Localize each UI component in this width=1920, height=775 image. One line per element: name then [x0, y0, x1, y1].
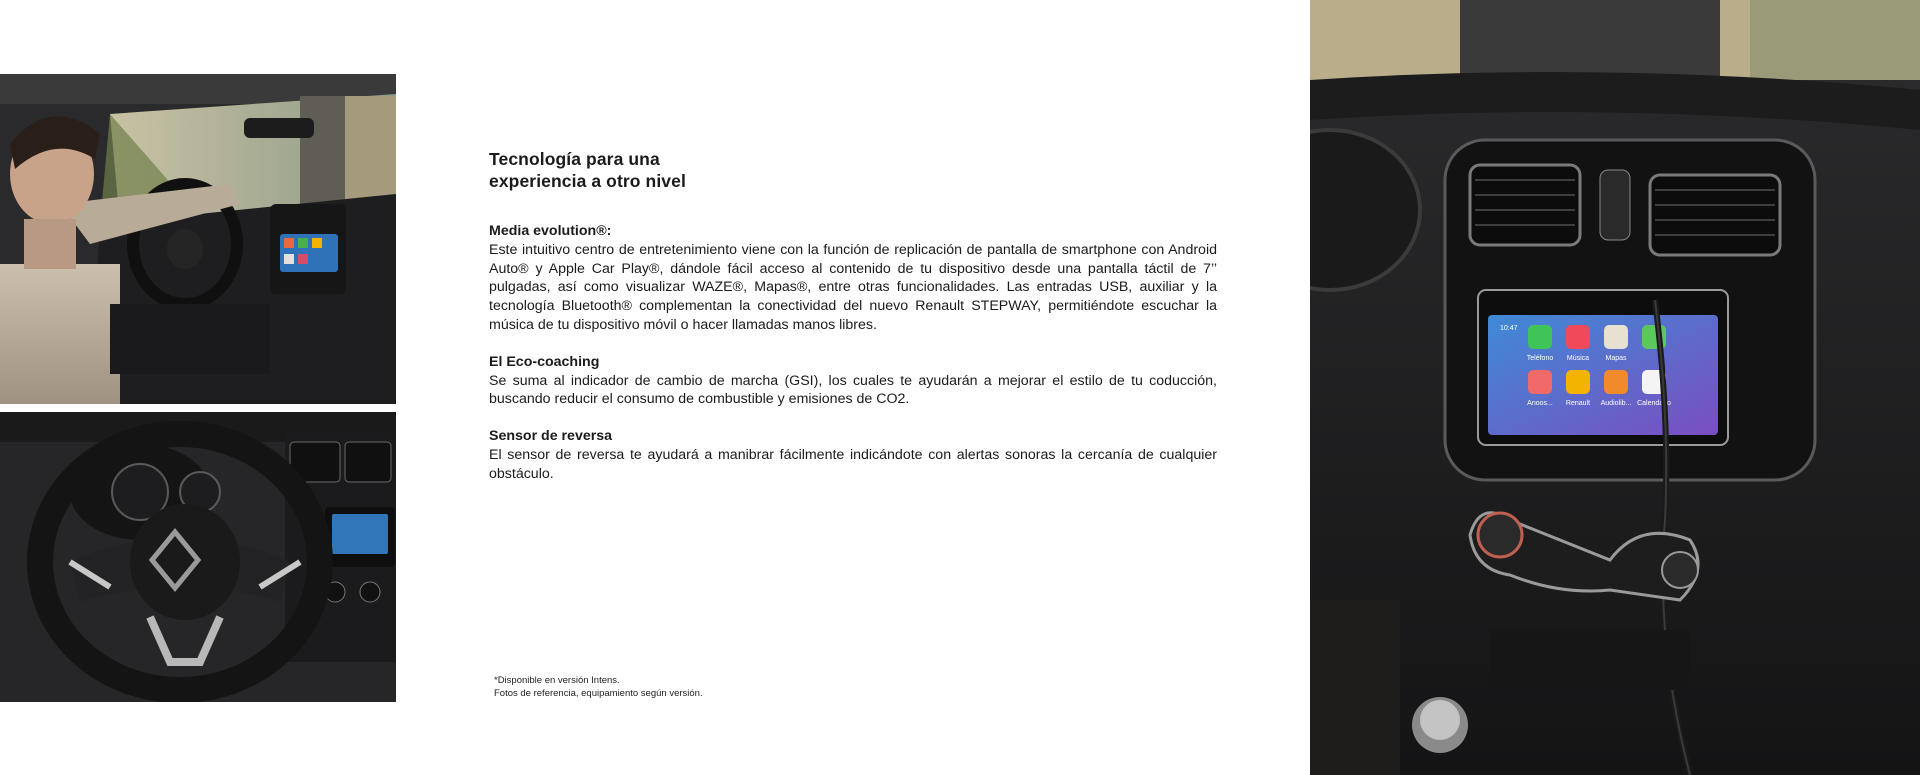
title-line-1: Tecnología para una — [489, 149, 660, 169]
article — [489, 148, 1217, 484]
footnote-availability: *Disponible en versión Intens. — [494, 675, 620, 686]
screen-app-label: Música — [1566, 355, 1590, 362]
footnote-reference: Fotos de referencia, equipamiento según versión. — [494, 688, 703, 699]
photo-steering-wheel — [0, 412, 396, 702]
page-title — [489, 148, 1217, 192]
photo-driver-interior — [0, 74, 396, 404]
footnote — [494, 674, 703, 700]
title-line-2: experiencia a otro nivel — [489, 171, 686, 191]
screen-app-label: Anoos... — [1527, 400, 1553, 407]
section-title: Sensor de reversa — [489, 428, 613, 445]
screen-time: 10:47 — [1500, 325, 1518, 332]
section-body: Se suma al indicador de cambio de marcha (GSI), los cuales te ayudarán a mejorar el estilo de tu coducción, buscando reducir el consumo de combustible y emisiones de CO2. — [489, 372, 1217, 408]
screen-app-label: Audiolib... — [1600, 400, 1632, 407]
section-reverse-sensor — [489, 427, 1217, 483]
section-body: Este intuitivo centro de entretenimiento viene con la función de replicación de pantalla de smartphone con Android Auto® y Apple Car Play®, dándole fácil acceso al contenido de tu dispositivo desde una pantalla táctil de 7’’ pulgadas, así como visualizar WAZE®, Mapas®, entre otras funcionalidades. Las entradas USB, auxiliar y la tecnología Bluetooth® complementan la conectividad del nuevo Renault STEPWAY, permitiéndote escuchar la música de tu dispositivo móvil o hacer llamadas manos libres. — [489, 241, 1217, 333]
steering-wheel-image — [0, 412, 396, 702]
screen-app-label: Calendario — [1637, 400, 1671, 407]
section-eco-coaching — [489, 353, 1217, 409]
screen-app-label: Mapas — [1605, 355, 1627, 362]
section-media-evolution — [489, 222, 1217, 335]
section-title: El Eco-coaching — [489, 353, 600, 370]
photo-dashboard-screen — [1310, 0, 1920, 775]
section-body: El sensor de reversa te ayudará a manibrar fácilmente indicándote con alertas sonoras la cercanía de cualquier obstáculo. — [489, 446, 1217, 482]
screen-app-label: Renault — [1565, 400, 1591, 407]
screen-app-label: Teléfono — [1526, 355, 1554, 362]
dashboard-screen-image — [1310, 0, 1920, 775]
section-title: Media evolution®: — [489, 223, 612, 239]
driver-interior-image — [0, 74, 396, 404]
